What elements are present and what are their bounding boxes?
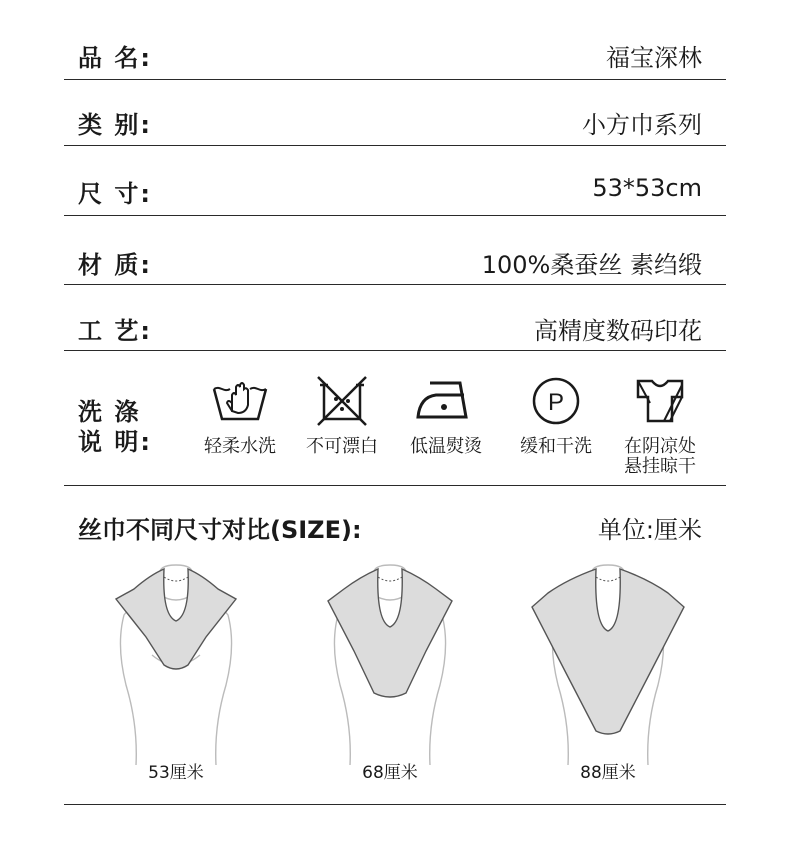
spec-value: 100%桑蚕丝 素绉缎: [481, 251, 702, 279]
care-item-shade-dry: [610, 375, 710, 477]
spec-value: 53*53cm: [592, 174, 702, 202]
figure-label: 68厘米: [362, 763, 418, 783]
size-figure-small: [86, 555, 266, 795]
care-text: [610, 437, 710, 477]
care-item-hand-wash: [190, 375, 290, 457]
spec-label: 工 艺:: [78, 317, 152, 345]
care-label-line2: 说 明:: [78, 428, 152, 456]
hand-wash-icon: [210, 375, 270, 427]
care-instructions-row: [64, 351, 726, 486]
spec-label: 类 别:: [78, 111, 152, 139]
care-label: [78, 397, 168, 457]
care-item-dry-clean: [506, 375, 606, 457]
care-text: 低温熨烫: [410, 436, 482, 457]
shade-dry-icon: [632, 375, 688, 427]
spec-label: 材 质:: [78, 251, 152, 279]
care-text: 缓和干洗: [520, 436, 592, 457]
spec-row-material: [64, 216, 726, 285]
care-item-low-iron: [396, 375, 496, 457]
spec-row-name: [64, 0, 726, 80]
no-bleach-icon: [312, 375, 372, 427]
spec-row-craft: [64, 285, 726, 351]
figure-label: 88厘米: [580, 763, 636, 783]
spec-label: 尺 寸:: [78, 180, 152, 208]
size-compare-title: 丝巾不同尺寸对比(SIZE):: [78, 516, 362, 544]
spec-label: 品 名:: [78, 44, 152, 72]
size-figure-medium: [300, 555, 480, 795]
dry-clean-p-icon: [528, 375, 584, 427]
low-iron-icon: [414, 375, 478, 427]
spec-value: 高精度数码印花: [534, 317, 702, 345]
care-text-line2: 悬挂晾干: [624, 456, 696, 477]
care-label-line1: 洗 涤: [78, 398, 141, 426]
care-text: 轻柔水洗: [204, 436, 276, 457]
size-figure-large: [518, 555, 698, 795]
size-compare-unit: 单位:厘米: [597, 516, 702, 544]
svg-text:P: P: [547, 389, 565, 416]
spec-value: 福宝深林: [606, 44, 702, 72]
bottom-divider: [64, 804, 726, 805]
care-item-no-bleach: [292, 375, 392, 457]
spec-value: 小方巾系列: [582, 111, 702, 139]
figure-label: 53厘米: [148, 763, 204, 783]
spec-row-size: [64, 146, 726, 216]
care-text-line1: 在阴凉处: [624, 436, 696, 457]
spec-row-category: [64, 80, 726, 146]
care-text: 不可漂白: [306, 436, 378, 457]
